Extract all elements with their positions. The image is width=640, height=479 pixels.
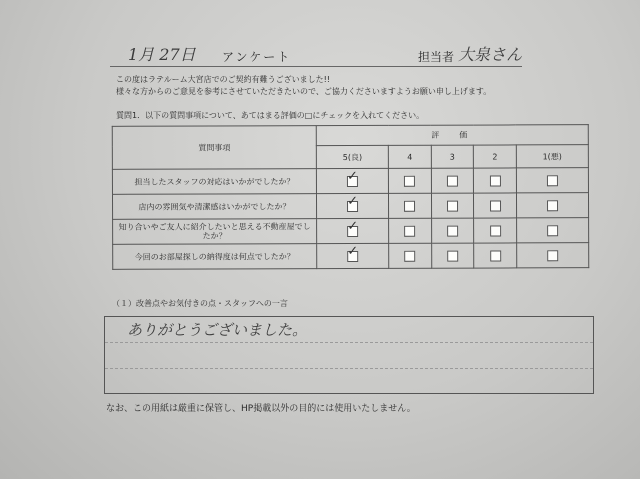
question-row-1 <box>112 168 588 195</box>
score-header-5: 5(良) <box>316 145 388 168</box>
checkbox-score-5[interactable] <box>347 175 358 186</box>
comment-label: （１）改善点やお気付きの点・スタッフへの一言 <box>112 299 288 308</box>
score-header-4: 4 <box>388 145 431 168</box>
evaluation-table <box>112 124 589 270</box>
question-row-2 <box>112 193 588 220</box>
checkbox-score-4[interactable] <box>405 250 416 261</box>
handwritten-comment: ありがとうございました。 <box>127 321 308 339</box>
intro-line-1: この度はラテルーム大宮店でのご契約有難うございました!! <box>116 75 331 84</box>
checkbox-score-4[interactable] <box>405 225 416 236</box>
question-row-4 <box>113 243 589 270</box>
question-text: 知り合いやご友人に紹介したいと思える不動産屋でしたか？ <box>113 219 317 245</box>
checkbox-score-3[interactable] <box>447 175 458 186</box>
question-text: 担当したスタッフの対応はいかがでしたか？ <box>112 169 316 195</box>
checkbox-score-5[interactable] <box>347 250 358 261</box>
checkbox-score-3[interactable] <box>447 200 458 211</box>
comment-ruled-line <box>105 342 593 343</box>
score-header-3: 3 <box>431 145 474 168</box>
question-1-instruction: 質問1．以下の質問事項について、あてはまる評価の□にチェックを入れてください。 <box>116 111 425 120</box>
questions-header: 質問事項 <box>112 126 316 170</box>
checkbox-score-1[interactable] <box>547 175 558 186</box>
checkbox-score-1[interactable] <box>547 200 558 211</box>
checkbox-score-5[interactable] <box>347 225 358 236</box>
question-text: 今回のお部屋探しの納得度は何点でしたか？ <box>113 244 317 270</box>
checkbox-score-2[interactable] <box>490 225 501 236</box>
checkbox-score-2[interactable] <box>489 175 500 186</box>
checkbox-score-4[interactable] <box>404 175 415 186</box>
score-header-1: 1(悪) <box>516 145 588 168</box>
footer-note: なお、この用紙は厳重に保管し、HP掲載以外の目的には使用いたしません。 <box>106 404 416 414</box>
checkbox-score-2[interactable] <box>490 250 501 261</box>
checkbox-score-3[interactable] <box>447 225 458 236</box>
checkbox-score-2[interactable] <box>490 200 501 211</box>
checkbox-score-3[interactable] <box>447 250 458 261</box>
question-text: 店内の雰囲気や清潔感はいかがでしたか？ <box>112 194 316 220</box>
checkbox-score-4[interactable] <box>404 200 415 211</box>
evaluation-header: 評 価 <box>316 125 588 146</box>
staff-underline <box>418 66 522 67</box>
comment-ruled-line <box>105 368 593 369</box>
checkbox-score-1[interactable] <box>547 250 558 261</box>
question-row-3 <box>113 218 589 245</box>
comment-box[interactable] <box>104 316 594 394</box>
survey-title: アンケート <box>222 50 292 64</box>
handwritten-staff-name: 大泉さん <box>458 45 523 64</box>
checkbox-score-5[interactable] <box>347 200 358 211</box>
score-header-2: 2 <box>474 145 517 168</box>
checkbox-score-1[interactable] <box>547 225 558 236</box>
staff-label: 担当者 <box>418 50 455 64</box>
handwritten-date: 1月 27日 <box>128 45 196 64</box>
intro-line-2: 様々な方からのご意見を参考にさせていただきたいので、ご協力くださいますようお願い申し上げます。 <box>116 87 492 96</box>
